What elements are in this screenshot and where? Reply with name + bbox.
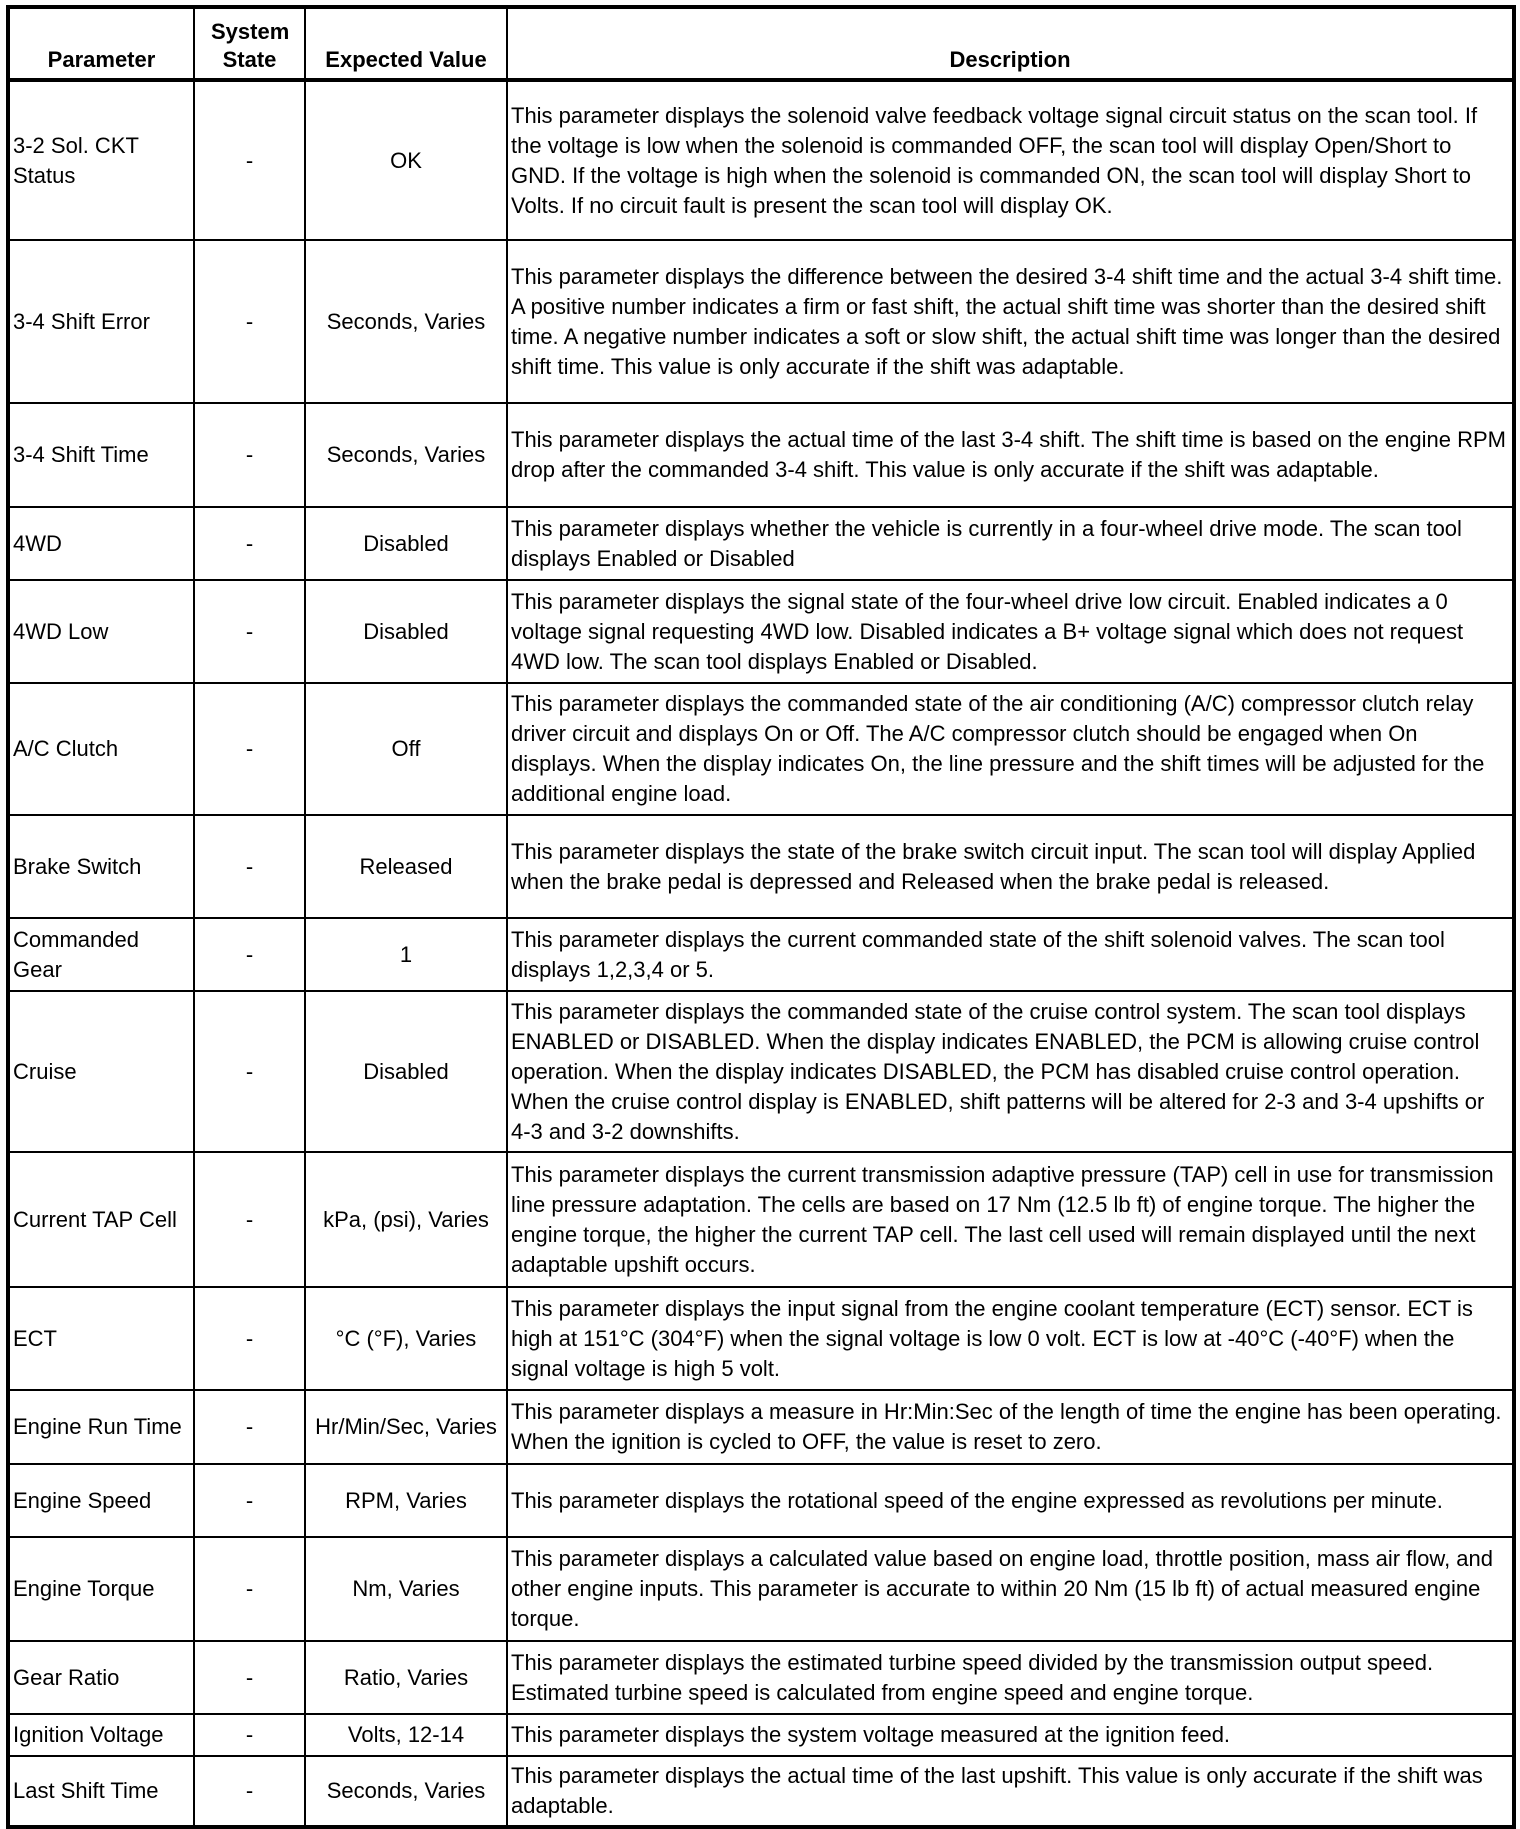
expected-value-cell: Off (305, 683, 507, 815)
parameter-cell: Gear Ratio (8, 1641, 194, 1714)
description-cell: This parameter displays a calculated value based on engine load, throttle position, mass air flow, and other engine inputs. This parameter is accurate to within 20 Nm (15 lb ft) of actual measured engine torque. (507, 1537, 1514, 1641)
table-row (8, 1537, 1514, 1641)
system-state-cell: - (194, 1287, 305, 1390)
system-state-cell: - (194, 1641, 305, 1714)
table-row (8, 815, 1514, 918)
expected-value-cell: Ratio, Varies (305, 1641, 507, 1714)
description-cell: This parameter displays the current commanded state of the shift solenoid valves. The scan tool displays 1,2,3,4 or 5. (507, 918, 1514, 991)
table-row (8, 1756, 1514, 1827)
parameter-table (6, 5, 1516, 1829)
header-parameter: Parameter (8, 7, 194, 80)
expected-value-cell: OK (305, 80, 507, 240)
table-row (8, 1714, 1514, 1756)
expected-value-cell: °C (°F), Varies (305, 1287, 507, 1390)
system-state-cell: - (194, 1152, 305, 1287)
parameter-cell: 3-2 Sol. CKT Status (8, 80, 194, 240)
parameter-cell: Engine Run Time (8, 1390, 194, 1464)
parameter-cell: Ignition Voltage (8, 1714, 194, 1756)
parameter-cell: 4WD Low (8, 580, 194, 683)
header-system-state: System State (194, 7, 305, 80)
table-row (8, 507, 1514, 580)
table-row (8, 403, 1514, 507)
parameter-cell: Cruise (8, 991, 194, 1152)
parameter-cell: Engine Speed (8, 1464, 194, 1537)
description-cell: This parameter displays the actual time of the last upshift. This value is only accurate if the shift was adaptable. (507, 1756, 1514, 1827)
expected-value-cell: RPM, Varies (305, 1464, 507, 1537)
table-row (8, 1390, 1514, 1464)
description-cell: This parameter displays the estimated turbine speed divided by the transmission output speed. Estimated turbine speed is calculated from engine speed and engine torque. (507, 1641, 1514, 1714)
parameter-cell: Commanded Gear (8, 918, 194, 991)
description-cell: This parameter displays the commanded state of the air conditioning (A/C) compressor clutch relay driver circuit and displays On or Off. The A/C compressor clutch should be engaged when On displays. When the display indicates On, the line pressure and the shift times will be adjusted for the additional engine load. (507, 683, 1514, 815)
system-state-cell: - (194, 403, 305, 507)
table-row (8, 80, 1514, 240)
table-row (8, 991, 1514, 1152)
expected-value-cell: Released (305, 815, 507, 918)
description-cell: This parameter displays whether the vehicle is currently in a four-wheel drive mode. The scan tool displays Enabled or Disabled (507, 507, 1514, 580)
parameter-cell: ECT (8, 1287, 194, 1390)
expected-value-cell: Nm, Varies (305, 1537, 507, 1641)
system-state-cell: - (194, 240, 305, 403)
parameter-cell: 4WD (8, 507, 194, 580)
description-cell: This parameter displays the state of the brake switch circuit input. The scan tool will display Applied when the brake pedal is depressed and Released when the brake pedal is released. (507, 815, 1514, 918)
header-row (8, 7, 1514, 80)
table-row (8, 683, 1514, 815)
description-cell: This parameter displays the actual time of the last 3-4 shift. The shift time is based on the engine RPM drop after the commanded 3-4 shift. This value is only accurate if the shift was adaptable. (507, 403, 1514, 507)
description-cell: This parameter displays the difference between the desired 3-4 shift time and the actual 3-4 shift time. A positive number indicates a firm or fast shift, the actual shift time was shorter than the desired shift time. A negative number indicates a soft or slow shift, the actual shift time was longer than the desired shift time. This value is only accurate if the shift was adaptable. (507, 240, 1514, 403)
expected-value-cell: 1 (305, 918, 507, 991)
system-state-cell: - (194, 815, 305, 918)
description-cell: This parameter displays the current transmission adaptive pressure (TAP) cell in use for transmission line pressure adaptation. The cells are based on 17 Nm (12.5 lb ft) of engine torque. The higher the engine torque, the higher the current TAP cell. The last cell used will remain displayed until the next adaptable upshift occurs. (507, 1152, 1514, 1287)
table-row (8, 1464, 1514, 1537)
system-state-cell: - (194, 1756, 305, 1827)
description-cell: This parameter displays the system voltage measured at the ignition feed. (507, 1714, 1514, 1756)
expected-value-cell: Seconds, Varies (305, 1756, 507, 1827)
system-state-cell: - (194, 580, 305, 683)
description-cell: This parameter displays the rotational speed of the engine expressed as revolutions per minute. (507, 1464, 1514, 1537)
header-expected-value: Expected Value (305, 7, 507, 80)
system-state-cell: - (194, 1390, 305, 1464)
description-cell: This parameter displays the solenoid valve feedback voltage signal circuit status on the scan tool. If the voltage is low when the solenoid is commanded OFF, the scan tool will display Open/Short to GND. If the voltage is high when the solenoid is commanded ON, the scan tool will display Short to Volts. If no circuit fault is present the scan tool will display OK. (507, 80, 1514, 240)
description-cell: This parameter displays a measure in Hr:Min:Sec of the length of time the engine has been operating. When the ignition is cycled to OFF, the value is reset to zero. (507, 1390, 1514, 1464)
table-row (8, 240, 1514, 403)
description-cell: This parameter displays the commanded state of the cruise control system. The scan tool displays ENABLED or DISABLED. When the display indicates ENABLED, the PCM is allowing cruise control operation. When the display indicates DISABLED, the PCM has disabled cruise control operation. When the cruise control display is ENABLED, shift patterns will be altered for 2-3 and 3-4 upshifts or 4-3 and 3-2 downshifts. (507, 991, 1514, 1152)
system-state-cell: - (194, 1714, 305, 1756)
parameter-cell: Brake Switch (8, 815, 194, 918)
system-state-cell: - (194, 918, 305, 991)
system-state-cell: - (194, 683, 305, 815)
parameter-cell: Last Shift Time (8, 1756, 194, 1827)
expected-value-cell: Seconds, Varies (305, 403, 507, 507)
system-state-cell: - (194, 1464, 305, 1537)
system-state-cell: - (194, 1537, 305, 1641)
expected-value-cell: Disabled (305, 991, 507, 1152)
system-state-cell: - (194, 991, 305, 1152)
system-state-cell: - (194, 80, 305, 240)
expected-value-cell: Disabled (305, 507, 507, 580)
expected-value-cell: Hr/Min/Sec, Varies (305, 1390, 507, 1464)
table-row (8, 918, 1514, 991)
expected-value-cell: Disabled (305, 580, 507, 683)
description-cell: This parameter displays the signal state of the four-wheel drive low circuit. Enabled indicates a 0 voltage signal requesting 4WD low. Disabled indicates a B+ voltage signal which does not request 4WD low. The scan tool displays Enabled or Disabled. (507, 580, 1514, 683)
parameter-cell: 3-4 Shift Time (8, 403, 194, 507)
expected-value-cell: Volts, 12-14 (305, 1714, 507, 1756)
table-row (8, 1152, 1514, 1287)
parameter-cell: 3-4 Shift Error (8, 240, 194, 403)
description-cell: This parameter displays the input signal from the engine coolant temperature (ECT) sensor. ECT is high at 151°C (304°F) when the signal voltage is low 0 volt. ECT is low at -40°C (-40°F) when the signal voltage is high 5 volt. (507, 1287, 1514, 1390)
table-row (8, 580, 1514, 683)
parameter-cell: A/C Clutch (8, 683, 194, 815)
table-row (8, 1641, 1514, 1714)
header-description: Description (507, 7, 1514, 80)
expected-value-cell: Seconds, Varies (305, 240, 507, 403)
expected-value-cell: kPa, (psi), Varies (305, 1152, 507, 1287)
table-row (8, 1287, 1514, 1390)
parameter-cell: Engine Torque (8, 1537, 194, 1641)
system-state-cell: - (194, 507, 305, 580)
parameter-cell: Current TAP Cell (8, 1152, 194, 1287)
table-body (8, 80, 1514, 1827)
